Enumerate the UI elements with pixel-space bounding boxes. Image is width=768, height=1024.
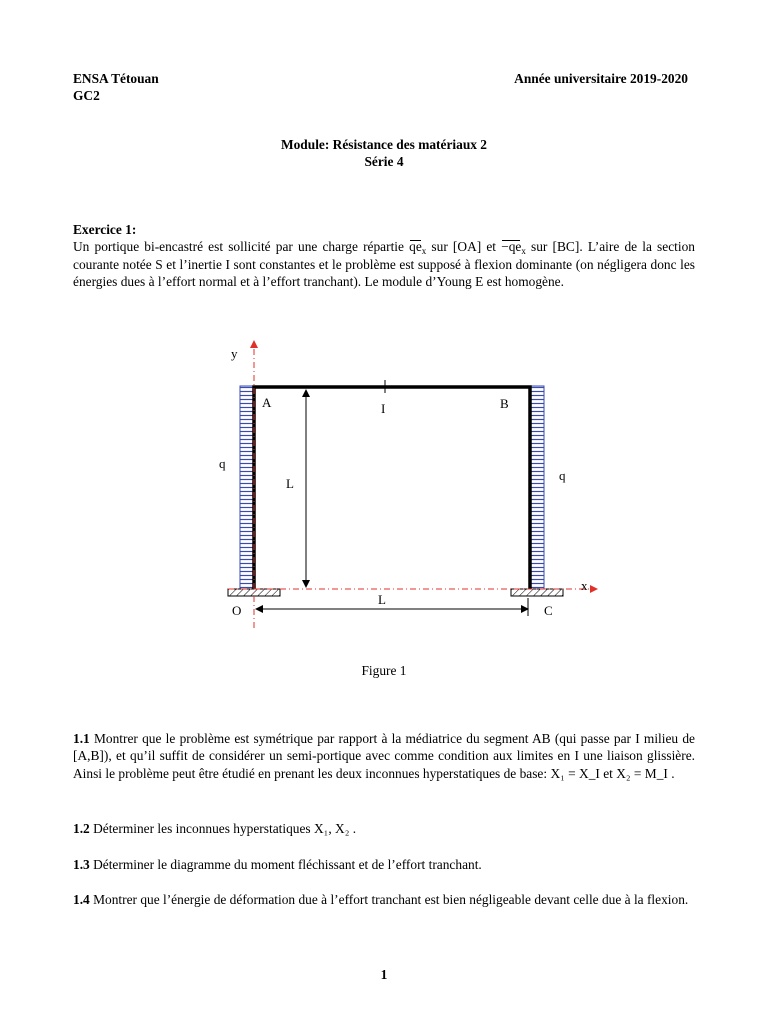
intro-part-a: Un portique bi-encastré est sollicité par une charge répartie bbox=[73, 239, 410, 255]
module-title: Module: Résistance des matériaux 2 bbox=[280, 137, 488, 152]
label-A: A bbox=[262, 395, 272, 410]
label-B: B bbox=[500, 396, 509, 411]
load-left-expression: qe bbox=[409, 239, 422, 255]
academic-year: Année universitaire 2019-2020 bbox=[514, 71, 688, 86]
question-1-3 bbox=[73, 856, 695, 873]
load-right-expression: −qe bbox=[501, 239, 522, 255]
question-text: Déterminer les inconnues hyperstatiques bbox=[89, 821, 314, 836]
support-C-ground bbox=[511, 589, 563, 596]
question-1-1 bbox=[73, 730, 695, 782]
school-name: ENSA Tétouan bbox=[73, 71, 159, 86]
intro-part-c: sur [BC]. L’aire de la section courante notée S et l’inertie I sont constantes et le problème est supposé à flexion dominante (on négligera donc les énergies dues à l’effort normal et à l’effort tranchant). Le module d’Young E est homogène. bbox=[73, 239, 695, 290]
exercise-intro: Un portique bi-encastré est sollicité par une charge répartie $qe_x$ sur [OA] et $-qe_x$ sur [BC]. L’aire de la section courante notée S et l’inertie I sont constantes et le problème est supposé à flexion dominante (on négligera donc les énergies dues à l’effort normal et à l’effort tranchant). Le module d’Young E est homogène. bbox=[73, 239, 695, 290]
question-number: 1.2 bbox=[73, 821, 90, 836]
label-L-vertical: L bbox=[286, 476, 294, 491]
portal-frame-members bbox=[254, 387, 530, 589]
intro-part-b: sur [OA] et bbox=[426, 239, 502, 255]
label-y: y bbox=[231, 346, 238, 361]
question-text: Montrer que le problème est symétrique par rapport à la médiatrice du segment AB (qui passe par I milieu de [A,B]), et qu’il suffit de considérer un semi-portique avec comme condition aux limites en I une liaison glissière. Ainsi le problème peut être étudié en prenant les deux inconnues hyperstatiques de base: bbox=[73, 731, 695, 781]
exercise-section bbox=[73, 221, 695, 291]
series-title: Série 4 bbox=[364, 154, 404, 169]
question-text: Déterminer le diagramme du moment fléchissant et de l’effort tranchant. bbox=[89, 857, 482, 872]
question-formula: X₁ = X_I et X₂ = M_I . bbox=[550, 765, 675, 781]
question-1-2 bbox=[73, 820, 695, 837]
question-text: Montrer que l’énergie de déformation due à l’effort tranchant est bien négligeable devant celle due à la flexion. bbox=[89, 892, 689, 907]
question-number: 1.1 bbox=[73, 731, 90, 746]
class-name: GC2 bbox=[73, 88, 100, 103]
figure-caption: Figure 1 bbox=[361, 663, 407, 678]
question-number: 1.4 bbox=[73, 892, 90, 907]
question-number: 1.3 bbox=[73, 857, 90, 872]
exercise-heading: Exercice 1: bbox=[73, 222, 137, 237]
portal-frame-figure bbox=[0, 330, 768, 630]
label-q-right: q bbox=[559, 468, 566, 483]
label-q-left: q bbox=[219, 456, 226, 471]
label-C: C bbox=[544, 603, 553, 618]
label-x: x bbox=[581, 578, 588, 593]
label-I: I bbox=[381, 401, 386, 416]
label-O: O bbox=[232, 603, 242, 618]
label-L-horizontal: L bbox=[378, 592, 386, 607]
question-formula: X₁, X₂ . bbox=[313, 821, 357, 836]
question-1-4 bbox=[73, 891, 695, 908]
left-distributed-load bbox=[240, 386, 254, 589]
right-distributed-load bbox=[530, 386, 544, 589]
page-number: 1 bbox=[380, 967, 388, 982]
